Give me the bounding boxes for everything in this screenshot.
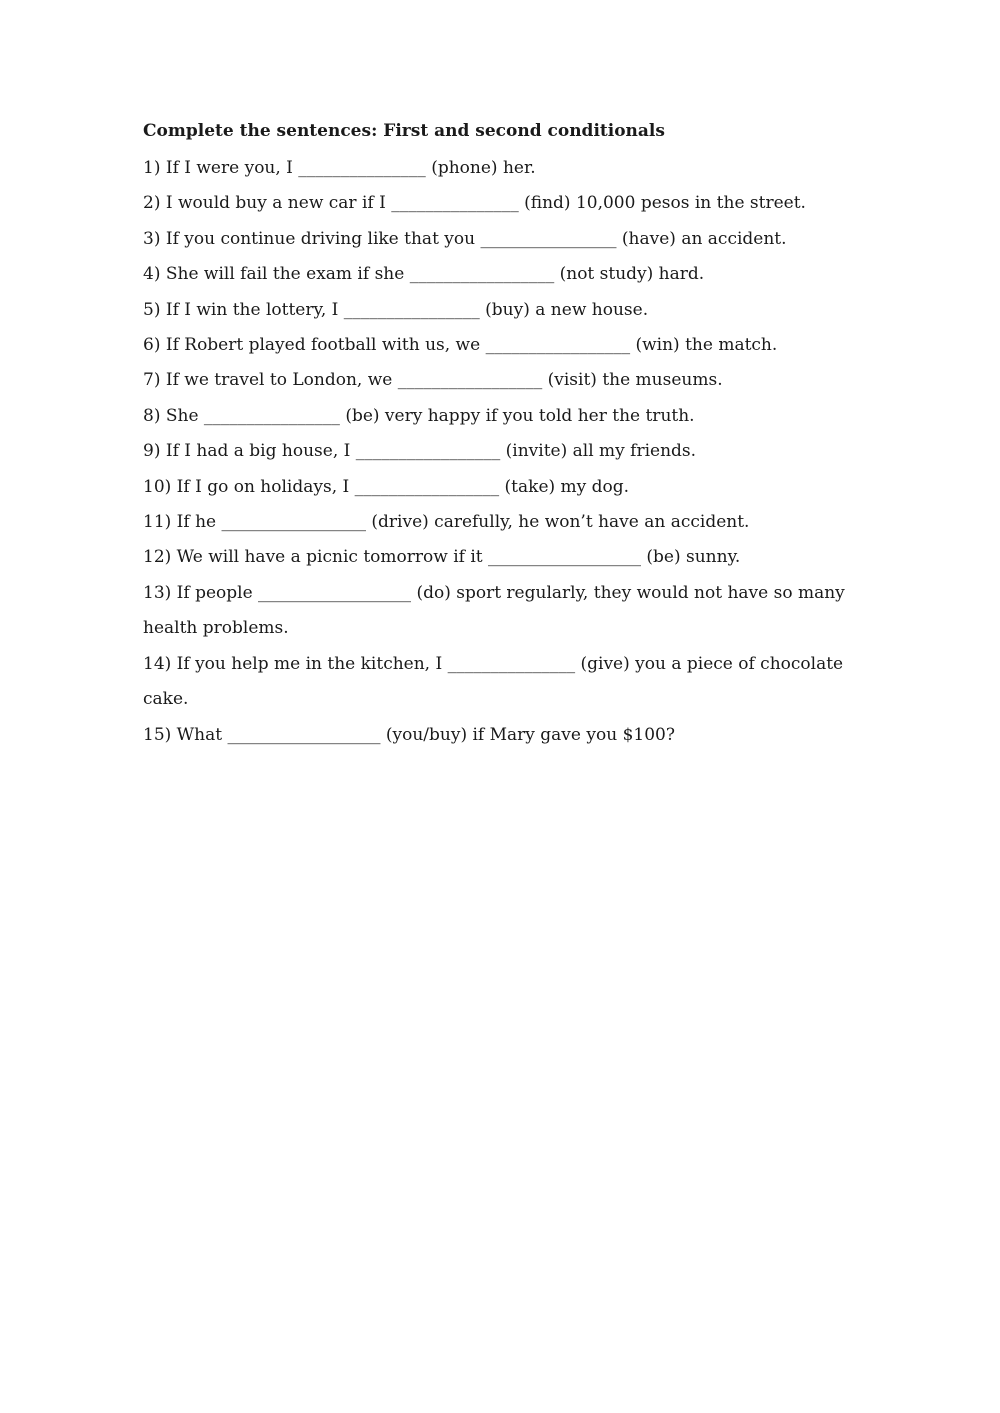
sentence-8: 8) She ________________ (be) very happy if you told her the truth. — [143, 405, 695, 426]
sentence-12: 12) We will have a picnic tomorrow if it __________________ (be) sunny. — [143, 547, 741, 568]
sentence-7: 7) If we travel to London, we _________________ (visit) the museums. — [143, 370, 723, 391]
worksheet — [143, 116, 863, 753]
sentence-9: 9) If I had a big house, I _________________ (invite) all my friends. — [143, 441, 697, 462]
sentence-15: 15) What __________________ (you/buy) if Mary gave you $100? — [143, 724, 675, 745]
sentence-14: 14) If you help me in the kitchen, I _______________ (give) you a piece of chocolate cake. — [143, 653, 844, 710]
sentence-13: 13) If people __________________ (do) sport regularly, they would not have so many health problems. — [143, 582, 845, 639]
sentence-10: 10) If I go on holidays, I _________________ (take) my dog. — [143, 476, 630, 497]
sentence-2: 2) I would buy a new car if I _______________ (find) 10,000 pesos in the street. — [143, 193, 806, 214]
sentence-1: 1) If I were you, I _______________ (phone) her. — [143, 158, 536, 178]
sentence-3: 3) If you continue driving like that you ________________ (have) an accident. — [143, 228, 787, 249]
sentence-5: 5) If I win the lottery, I ________________ (buy) a new house. — [143, 299, 649, 320]
sentence-6: 6) If Robert played football with us, we _________________ (win) the match. — [143, 335, 778, 356]
sentence-4: 4) She will fail the exam if she _________________ (not study) hard. — [143, 264, 705, 285]
sentence-11: 11) If he _________________ (drive) carefully, he won’t have an accident. — [143, 512, 750, 533]
worksheet-title: Complete the sentences: First and second conditionals — [143, 121, 665, 141]
